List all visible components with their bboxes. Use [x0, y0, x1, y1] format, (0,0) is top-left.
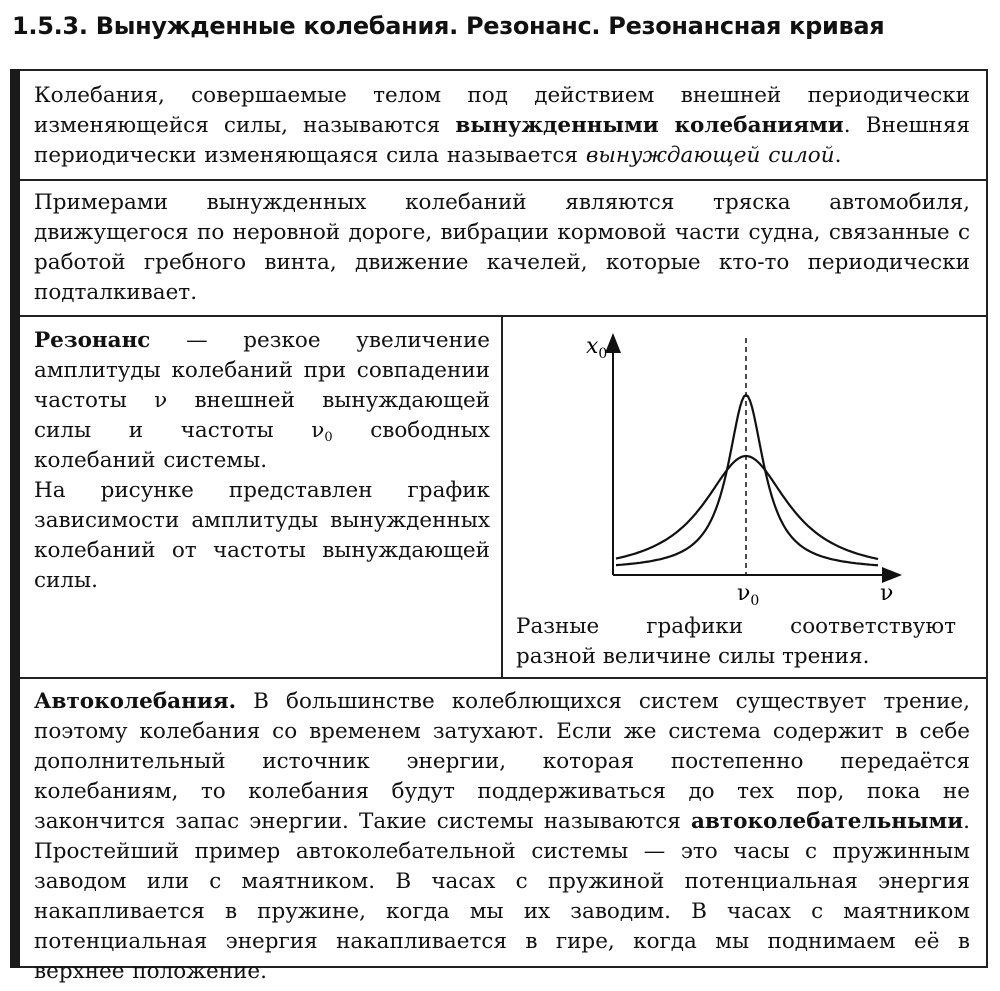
graph-caption: Разные графики соответствуют разной величине силы трения.: [516, 614, 956, 669]
self-oscillation-box: [10, 677, 988, 984]
driving-force-term: вынуждающей силой: [585, 143, 835, 168]
left-bar: [10, 69, 20, 181]
forced-text-2: . Внешняя периодически изменяющаяся сила называется: [34, 113, 970, 168]
left-bar: [10, 315, 20, 679]
nu0-subscript: 0: [324, 430, 333, 445]
self-osc-term: Автоколебания.: [34, 689, 237, 714]
resonance-text-3: На рисунке представлен график зависимости амплитуды вынужденных колебаний от частоты вынуждающей силы.: [34, 478, 490, 593]
definition-box: [10, 69, 988, 181]
forced-text-3: .: [834, 143, 842, 168]
examples-text: Примерами вынужденных колебаний являются тряска автомобиля, движущегося по неровной дороге, вибрации кормовой части судна, связанные с работой гребного винта, движение качелей, которые кто-то периодически подталкивает.: [34, 190, 970, 305]
resonance-text-2: свободных колебаний системы.: [34, 418, 490, 473]
self-osc-text-2: . Простейший пример автоколебательной системы — это часы с пружинным заводом или с маятником. В часах с пружиной потенциальная энергия накапливается в пружине, когда мы их заводим. В часах с маятником потенциальная энергия накапливается в гире, когда мы поднимаем её в верхнее положение.: [34, 809, 970, 984]
page-title: 1.5.3. Вынужденные колебания. Резонанс. Резонансная кривая: [12, 12, 885, 40]
forced-text-1: Колебания, совершаемые телом под действием внешней периодически изменяющейся силы, называются: [34, 83, 970, 138]
forced-term: вынужденными колебаниями: [455, 113, 844, 138]
y-axis-label: $x_0$: [586, 334, 608, 362]
column-divider: [501, 317, 503, 677]
forced-definition: [34, 81, 970, 171]
resonance-term: Резонанс: [34, 328, 151, 353]
resonance-text-1: — резкое увеличение амплитуды колебаний при совпадении частоты ν внешней вынуждающей силы и частоты ν: [34, 328, 490, 443]
resonance-text: [34, 326, 490, 596]
self-oscillation-text: [34, 687, 970, 987]
left-bar: [10, 179, 20, 317]
x-axis-label: ν: [880, 581, 894, 606]
peak-frequency-label: $\nu_0$: [737, 581, 760, 609]
self-osc-term-2: автоколебательными: [690, 809, 964, 834]
examples-box: [10, 179, 988, 317]
self-osc-text-1: В большинстве колеблющихся систем существует трение, поэтому колебания со временем затухают. Если же система содержит в себе дополнительный источник энергии, которая постепенно передаётся колебаниям, то колебания будут поддерживаться до тех пор, пока не закончится запас энергии. Такие системы называются: [34, 689, 970, 834]
left-bar: [10, 677, 20, 968]
